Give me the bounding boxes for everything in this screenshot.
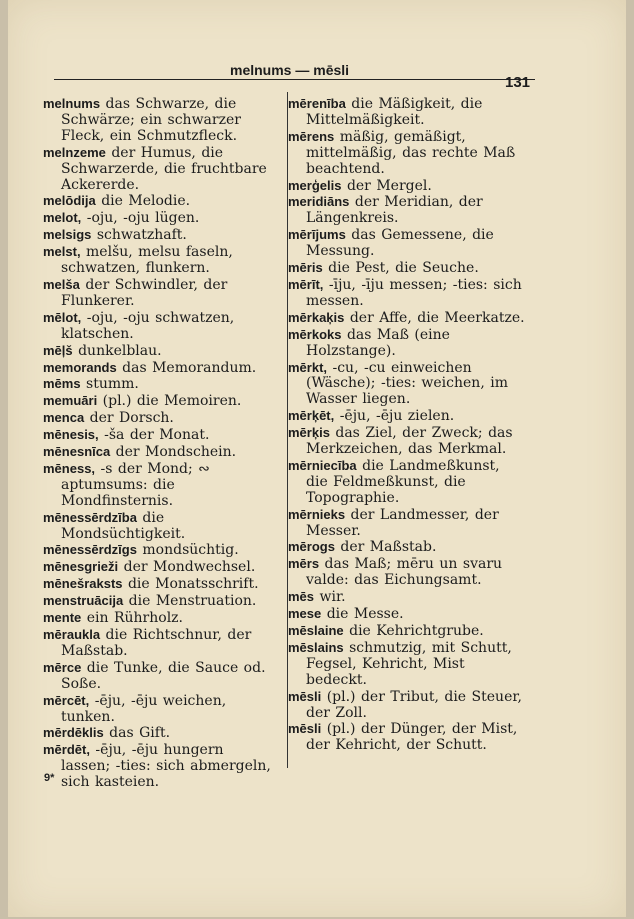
dictionary-entry (288, 96, 526, 129)
entry-definition: -īju, -īju messen; -ties: sich messen. (306, 276, 522, 309)
dictionary-entry (43, 96, 273, 145)
entry-definition: das Maß (eine Holzstange). (306, 326, 450, 359)
dictionary-entry (43, 376, 273, 393)
entry-headword: mente (43, 610, 82, 626)
entry-headword: mēms (43, 376, 81, 392)
dictionary-entry (43, 145, 273, 194)
entry-headword: mēness, (43, 460, 96, 476)
entry-headword: mērcēt, (43, 692, 90, 708)
entry-definition: der Mondwechsel. (123, 559, 256, 576)
entry-definition: schmutzig, mit Schutt, Fegsel, Kehricht, Mist bedeckt. (306, 639, 512, 688)
entry-headword: menca (43, 410, 85, 426)
dictionary-entry (43, 427, 273, 444)
left-column (43, 96, 273, 791)
dictionary-entry (43, 444, 273, 461)
dictionary-entry (43, 559, 273, 576)
dictionary-entry (43, 725, 273, 742)
dictionary-entry (288, 227, 526, 260)
entry-definition: der Landmesser, der Messer. (306, 506, 499, 539)
entry-headword: mērs (288, 556, 320, 572)
entry-headword: mēnesis, (43, 427, 99, 443)
entry-headword: mēlot, (43, 309, 82, 325)
entry-headword: melnzeme (43, 144, 106, 160)
entry-definition: (pl.) der Tribut, die Steuer, der Zoll. (306, 688, 522, 721)
entry-definition: die Pest, die Seuche. (328, 260, 479, 277)
entry-definition: der Meridian, der Längenkreis. (306, 194, 483, 227)
entry-definition: -oju, -oju schwatzen, klatschen. (61, 309, 235, 342)
dictionary-entry (43, 660, 273, 693)
entry-headword: mēraukla (43, 627, 101, 642)
entry-headword: melōdija (43, 193, 96, 209)
entry-definition: schwatzhaft. (96, 227, 187, 244)
entry-headword: merģelis (288, 177, 342, 193)
entry-headword: menstruācija (43, 593, 124, 609)
entry-headword: melsigs (43, 227, 92, 243)
entry-definition: das Memorandum. (122, 359, 257, 376)
dictionary-entry (288, 360, 526, 409)
dictionary-entry (288, 640, 526, 689)
entry-headword: mēļš (43, 342, 73, 358)
entry-definition: mäßig, gemäßigt, mittelmäßig, das rechte Maß beachtend. (306, 128, 516, 177)
entry-headword: mērenība (288, 96, 346, 111)
dictionary-entry (43, 393, 273, 410)
dictionary-entry (288, 178, 526, 195)
entry-headword: mēslaine (288, 623, 344, 638)
entry-headword: memorands (43, 359, 117, 375)
entry-headword: mērījums (288, 227, 346, 243)
dictionary-entry (43, 244, 273, 277)
entry-definition: der Maßstab. (340, 539, 437, 556)
entry-headword: mērkt, (288, 359, 328, 375)
dictionary-entry (288, 458, 526, 507)
entry-definition: das Maß; mēru un svaru valde: das Eichungsamt. (306, 556, 503, 589)
entry-headword: melša (43, 276, 80, 292)
entry-headword: mērķis (288, 425, 330, 441)
dictionary-entry (288, 606, 526, 623)
entry-definition: das Gemessene, die Messung. (306, 227, 494, 260)
dictionary-entry (288, 425, 526, 458)
entry-headword: mērnieks (288, 506, 346, 522)
entry-headword: melot, (43, 210, 82, 226)
entry-headword: mēnessērdzīgs (43, 542, 137, 558)
entry-definition: wir. (319, 589, 346, 606)
entry-headword: mērogs (288, 539, 335, 555)
entry-definition: -ēju, -ēju hungern lassen; -ties: sich abmergeln, sich kasteien. (61, 742, 271, 791)
entry-definition: der Mondschein. (115, 444, 237, 461)
dictionary-entry (288, 277, 526, 310)
entry-definition: das Schwarze, die Schwärze; ein schwarzer Fleck, ein Schmutzfleck. (61, 96, 241, 144)
dictionary-entry (288, 310, 526, 327)
entry-headword: mērķēt, (288, 408, 335, 424)
dictionary-entry (288, 589, 526, 606)
dictionary-entry (288, 129, 526, 178)
entry-definition: die Kehrichtgrube. (349, 623, 484, 639)
dictionary-entry (43, 277, 273, 310)
dictionary-entry (288, 408, 526, 425)
entry-definition: der Mergel. (346, 177, 432, 194)
entry-definition: mondsüchtig. (142, 542, 239, 559)
dictionary-entry (43, 742, 273, 791)
entry-headword: mēnessērdzība (43, 509, 137, 525)
signature-mark: 9* (44, 772, 55, 784)
entry-headword: mēnesgrieži (43, 559, 119, 575)
entry-headword: mērce (43, 659, 82, 675)
entry-definition: -s der Mond; ∾ aptumsums: die Mondfinsternis. (61, 460, 210, 509)
dictionary-entry (288, 260, 526, 277)
entry-definition: (pl.) die Memoiren. (102, 393, 242, 410)
entry-headword: meridiāns (288, 194, 350, 210)
entry-headword: mēsli (288, 688, 322, 704)
dictionary-entry (43, 210, 273, 227)
dictionary-entry (43, 461, 273, 510)
dictionary-entry (288, 327, 526, 360)
entry-headword: mēnešraksts (43, 576, 123, 592)
dictionary-entry (43, 693, 273, 726)
entry-definition: melšu, melsu faseln, schwatzen, flunkern. (61, 244, 233, 277)
entry-definition: die Mäßigkeit, die Mittelmäßigkeit. (306, 96, 483, 128)
entry-definition: die Landmeßkunst, die Feldmeßkunst, die Topographie. (306, 457, 500, 506)
entry-headword: mēris (288, 260, 323, 276)
dictionary-entry (43, 360, 273, 377)
entry-headword: mēnesnīca (43, 444, 111, 460)
entry-headword: mērens (288, 128, 335, 144)
entry-definition: der Dorsch. (89, 410, 174, 427)
entry-headword: mērkaķis (288, 309, 345, 325)
entry-definition: stumm. (86, 376, 139, 393)
dictionary-entry (288, 507, 526, 540)
entry-headword: mērīt, (288, 276, 324, 292)
entry-definition: (pl.) der Dünger, der Mist, der Kehricht, der Schutt. (306, 721, 518, 754)
entry-headword: mērdēklis (43, 725, 104, 741)
entry-headword: melnums (43, 96, 101, 111)
dictionary-entry (43, 610, 273, 627)
entry-definition: die Richtschnur, der Maßstab. (61, 627, 252, 659)
entry-headword: memuāri (43, 393, 98, 409)
entry-definition: der Affe, die Meerkatze. (349, 309, 525, 326)
header-rule (54, 79, 535, 80)
dictionary-entry (288, 623, 526, 640)
dictionary-entry (43, 593, 273, 610)
entry-definition: dunkelblau. (78, 342, 162, 359)
dictionary-entry (43, 227, 273, 244)
dictionary-entry (43, 343, 273, 360)
entry-definition: das Gift. (109, 725, 171, 742)
entry-definition: ein Rührholz. (86, 610, 183, 627)
entry-definition: die Tunke, die Sauce od. Soße. (61, 659, 266, 692)
entry-definition: -ēju, -ēju weichen, tunken. (61, 692, 227, 725)
dictionary-entry (43, 193, 273, 210)
entry-definition: die Melodie. (101, 193, 191, 210)
dictionary-entry (288, 689, 526, 722)
entry-headword: mērniecība (288, 457, 357, 473)
entry-definition: die Mondsüchtigkeit. (61, 509, 186, 542)
entry-definition: -ēju, -ēju zielen. (339, 408, 455, 425)
entry-definition: die Messe. (326, 606, 404, 623)
entry-definition: -cu, -cu einweichen (Wäsche); -ties: weichen, im Wasser liegen. (306, 359, 508, 408)
dictionary-entry (43, 310, 273, 343)
entry-headword: mēsli (288, 721, 322, 737)
dictionary-entry (43, 542, 273, 559)
entry-definition: -ša der Monat. (104, 427, 210, 444)
dictionary-entry (288, 556, 526, 589)
running-head: melnums — mēsli (230, 62, 350, 78)
entry-headword: mērkoks (288, 326, 342, 342)
entry-definition: die Menstruation. (128, 593, 257, 610)
page-number: 131 (505, 74, 531, 91)
entry-definition: der Humus, die Schwarzerde, die fruchtbare Ackererde. (61, 144, 267, 193)
entry-definition: der Schwindler, der Flunkerer. (61, 276, 228, 309)
dictionary-entry (288, 539, 526, 556)
dictionary-entry (43, 627, 273, 660)
entry-headword: mērdēt, (43, 742, 90, 758)
entry-headword: melst, (43, 244, 81, 260)
dictionary-page (8, 0, 626, 917)
dictionary-entry (288, 721, 526, 754)
dictionary-entry (43, 410, 273, 427)
entry-headword: mēslains (288, 639, 344, 655)
entry-definition: -oju, -oju lügen. (86, 210, 200, 227)
dictionary-entry (288, 194, 526, 227)
entry-definition: das Ziel, der Zweck; das Merkzeichen, das Merkmal. (306, 425, 513, 458)
entry-definition: die Monatsschrift. (127, 576, 259, 593)
dictionary-entry (43, 576, 273, 593)
entry-headword: mēs (288, 589, 315, 605)
entry-headword: mese (288, 606, 322, 622)
right-column (288, 96, 526, 754)
dictionary-entry (43, 510, 273, 543)
